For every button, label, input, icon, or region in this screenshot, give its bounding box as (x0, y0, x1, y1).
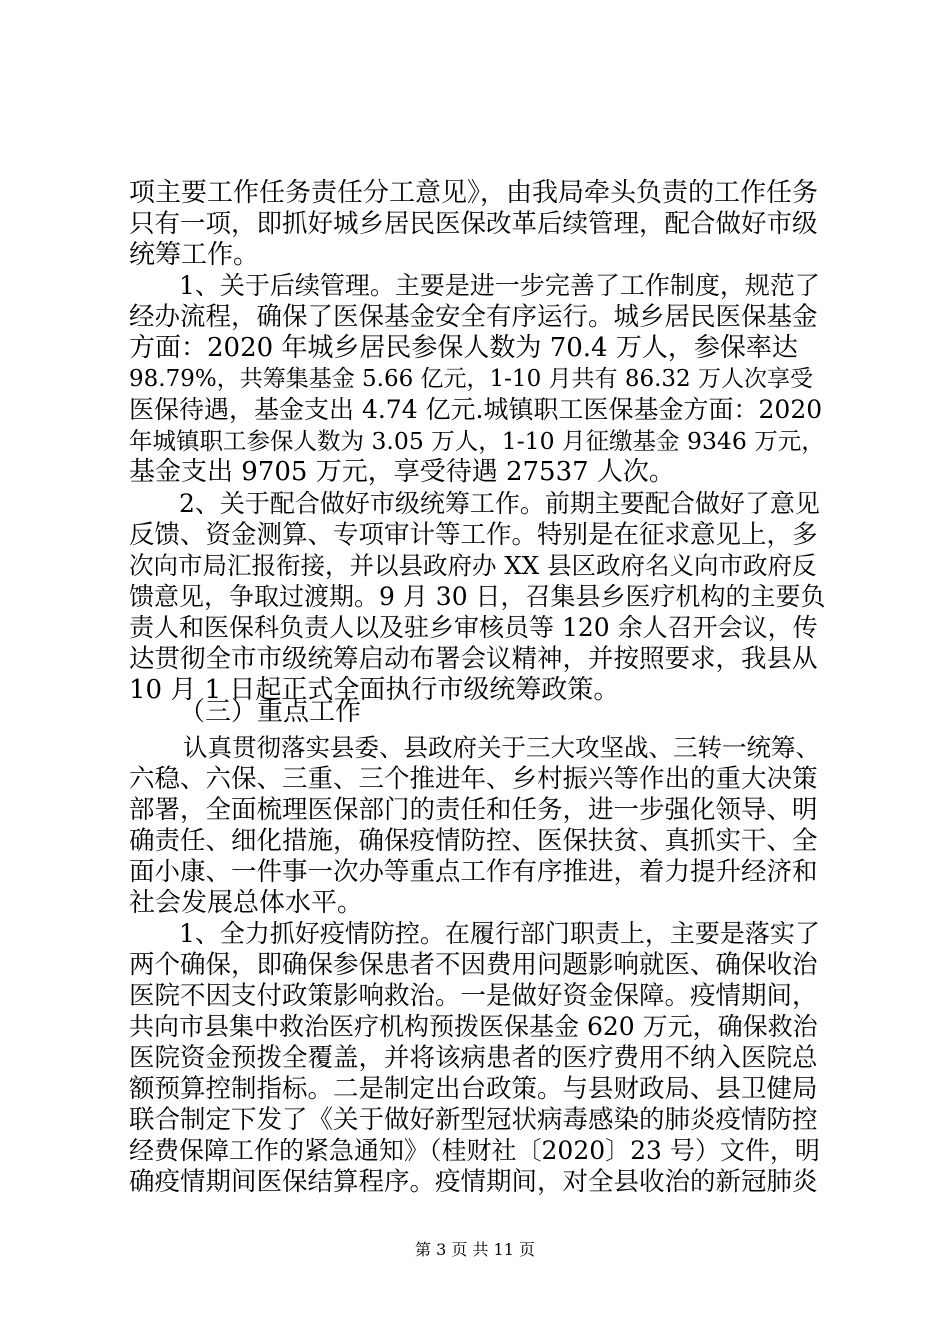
text-line: 医院不因支付政策影响救治。一是做好资金保障。疫情期间， (129, 981, 818, 1011)
text-line: 1、全力抓好疫情防控。在履行部门职责上，主要是落实了 (179, 919, 820, 948)
text-line: 社会发展总体水平。 (129, 888, 364, 918)
section-heading: （三）重点工作 (179, 697, 362, 727)
text-line: 馈意见，争取过渡期。9 月 30 日，召集县乡医疗机构的主要负 (129, 582, 826, 611)
text-line: 方面：2020 年城乡居民参保人数为 70.4 万人，参保率达 (129, 333, 798, 363)
text-line: 1、关于后续管理。主要是进一步完善了工作制度，规范了 (179, 271, 820, 300)
text-line: 反馈、资金测算、专项审计等工作。特别是在征求意见上，多 (129, 520, 818, 550)
text-line: 六稳、六保、三重、三个推进年、乡村振兴等作出的重大决策 (129, 764, 818, 794)
text-line: 经办流程，确保了医保基金安全有序运行。城乡居民医保基金 (129, 302, 818, 332)
text-line: 只有一项，即抓好城乡居民医保改革后续管理，配合做好市级 (129, 209, 818, 239)
text-line: 认真贯彻落实县委、县政府关于三大攻坚战、三转一统筹、 (183, 733, 820, 762)
text-line: 年城镇职工参保人数为 3.05 万人，1-10 月征缴基金 9346 万元， (129, 427, 825, 455)
text-line: 两个确保，即确保参保患者不因费用问题影响就医、确保收治 (129, 950, 818, 980)
text-line: 次向市局汇报衔接，并以县政府办 XX 县区政府名义向市政府反 (129, 551, 817, 580)
text-line: 医院资金预拨全覆盖，并将该病患者的医疗费用不纳入医院总 (129, 1043, 818, 1073)
text-line: 2、关于配合做好市级统筹工作。前期主要配合做好了意见 (179, 489, 820, 518)
text-line: 10 月 1 日起正式全面执行市级统筹政策。 (129, 675, 620, 705)
text-line: 额预算控制指标。二是制定出台政策。与县财政局、县卫健局 (129, 1074, 818, 1104)
text-line: 医保待遇，基金支出 4.74 亿元.城镇职工医保基金方面：2020 (129, 395, 823, 424)
text-line: 部署，全面梳理医保部门的责任和任务，进一步强化领导、明 (129, 795, 818, 825)
text-line: 责人和医保科负责人以及驻乡审核员等 120 余人召开会议，传 (129, 613, 818, 642)
text-line: 项主要工作任务责任分工意见》，由我局牵头负责的工作任务 (129, 178, 819, 208)
text-line: 确责任、细化措施，确保疫情防控、医保扶贫、真抓实干、全 (129, 826, 818, 856)
text-line: 联合制定下发了《关于做好新型冠状病毒感染的肺炎疫情防控 (129, 1105, 818, 1135)
text-line: 统筹工作。 (129, 240, 260, 270)
page-footer: 第 3 页 共 11 页 (415, 1240, 535, 1259)
text-line: 确疫情期间医保结算程序。疫情期间，对全县收治的新冠肺炎 (129, 1167, 818, 1197)
text-line: 经费保障工作的紧急通知》（桂财社〔2020〕23 号）文件，明 (129, 1136, 820, 1165)
text-line: 共向市县集中救治医疗机构预拨医保基金 620 万元，确保救治 (129, 1012, 818, 1041)
text-line: 98.79%，共筹集基金 5.66 亿元，1-10 月共有 86.32 万人次享受 (129, 366, 813, 392)
text-line: 面小康、一件事一次办等重点工作有序推进，着力提升经济和 (129, 857, 818, 887)
text-line: 基金支出 9705 万元，享受待遇 27537 人次。 (129, 457, 675, 487)
text-line: 达贯彻全市市级统筹启动布署会议精神，并按照要求，我县从 (129, 644, 818, 674)
